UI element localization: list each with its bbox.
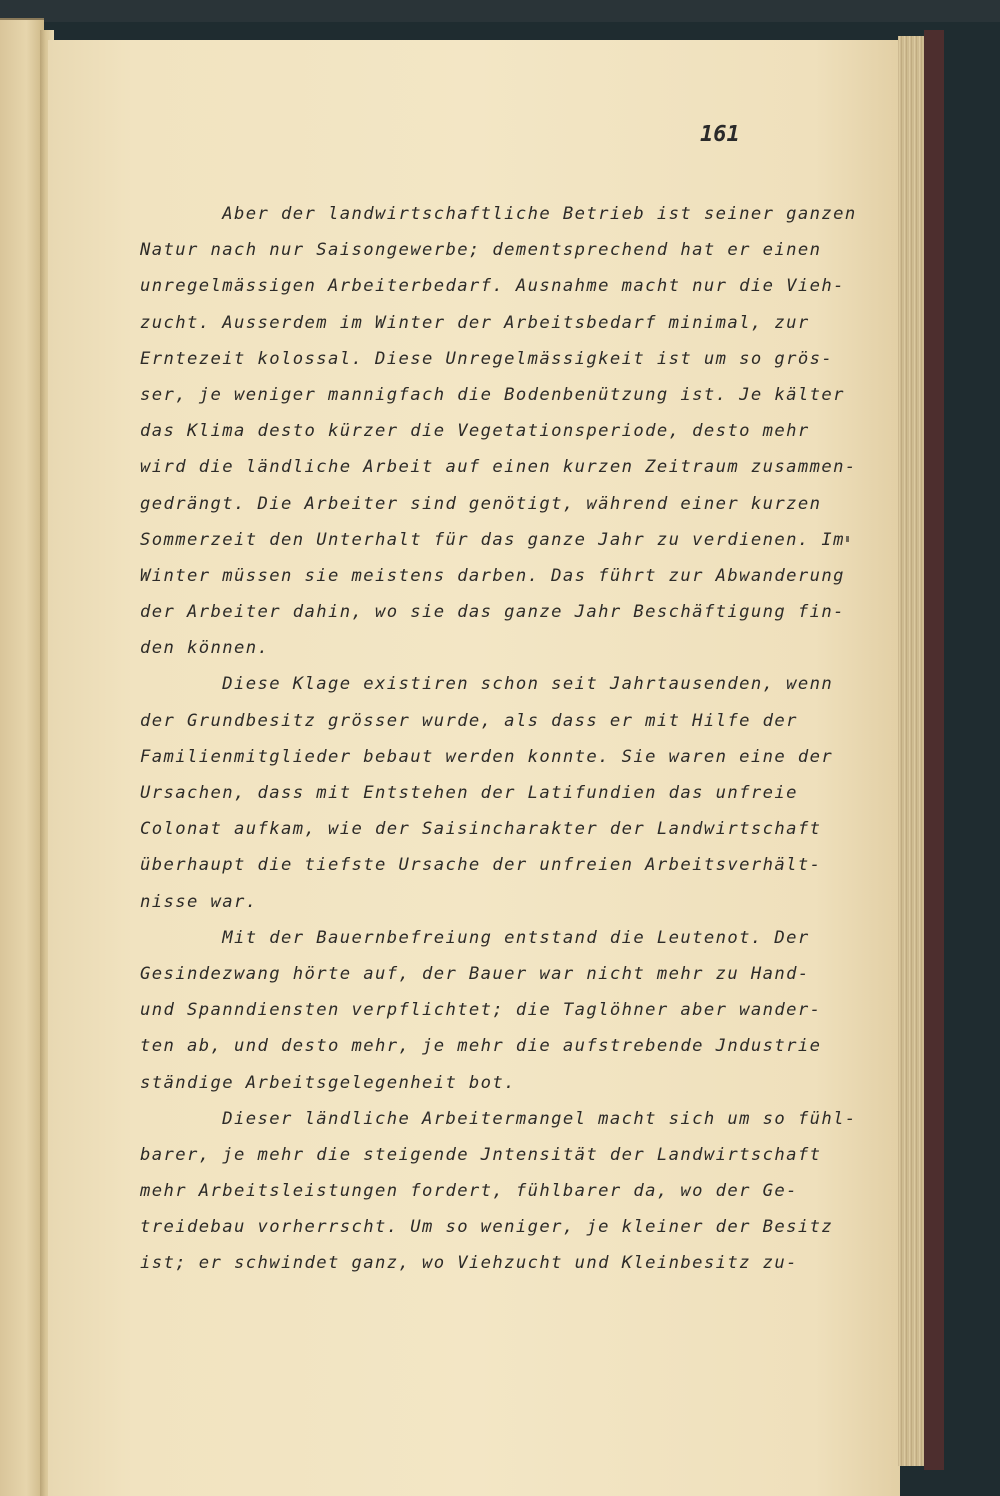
text-line: nisse war. (140, 891, 258, 912)
text-line: barer, je mehr die steigende Jntensität der Landwirtschaft (140, 1144, 822, 1165)
text-line: Ursachen, dass mit Entstehen der Latifundien das unfreie (140, 783, 798, 803)
text-line: zucht. Ausserdem im Winter der Arbeitsbedarf minimal, zur (140, 312, 810, 333)
left-page-edge (0, 18, 44, 1496)
book-cover-edge (924, 30, 944, 1470)
text-line: gedrängt. Die Arbeiter sind genötigt, während einer kurzen (140, 493, 822, 514)
text-line: das Klima desto kürzer die Vegetationsperiode, desto mehr (140, 421, 810, 442)
text-line: und Spanndiensten verpflichtet; die Taglöhner aber wander- (140, 1000, 822, 1021)
text-line: den können. (140, 638, 270, 659)
text-line: Familienmitglieder bebaut werden konnte. Sie waren eine der (140, 746, 834, 767)
text-line: Mit der Bauernbefreiung entstand die Leutenot. Der (140, 927, 810, 948)
text-line: Diese Klage existiren schon seit Jahrtausenden, wenn (140, 674, 834, 695)
text-line: treidebau vorherrscht. Um so weniger, je kleiner der Besitz (140, 1217, 834, 1238)
text-line: ist; er schwindet ganz, wo Viehzucht und Kleinbesitz zu- (140, 1253, 798, 1274)
text-line: überhaupt die tiefste Ursache der unfreien Arbeitsverhält- (140, 855, 822, 876)
text-line: wird die ländliche Arbeit auf einen kurzen Zeitraum zusammen- (140, 457, 857, 478)
page-number: 161 (700, 122, 740, 147)
text-line: Winter müssen sie meistens darben. Das führt zur Abwanderung (140, 565, 845, 586)
text-line: ständige Arbeitsgelegenheit bot. (140, 1072, 516, 1093)
text-line: Natur nach nur Saisongewerbe; dementsprechend hat er einen (140, 240, 822, 261)
text-line: Gesindezwang hörte auf, der Bauer war nicht mehr zu Hand- (140, 963, 810, 984)
text-line: ser, je weniger mannigfach die Bodenbenützung ist. Je kälter (140, 384, 845, 405)
text-line: der Grundbesitz grösser wurde, als dass er mit Hilfe der (140, 710, 798, 731)
text-line: unregelmässigen Arbeiterbedarf. Ausnahme macht nur die Vieh- (140, 276, 845, 297)
scan-top-edge (0, 0, 1000, 22)
text-line: Colonat aufkam, wie der Saisincharakter der Landwirtschaft (140, 819, 822, 840)
text-line: mehr Arbeitsleistungen fordert, fühlbarer da, wo der Ge- (140, 1181, 798, 1202)
text-line: Erntezeit kolossal. Diese Unregelmässigkeit ist um so grös- (140, 348, 834, 369)
ink-speck (846, 536, 849, 542)
text-line: der Arbeiter dahin, wo sie das ganze Jahr Beschäftigung fin- (140, 602, 845, 623)
text-line: Aber der landwirtschaftliche Betrieb ist seiner ganzen (140, 204, 857, 224)
text-line: Sommerzeit den Unterhalt für das ganze Jahr zu verdienen. Im (140, 529, 845, 550)
typescript-body (140, 196, 857, 1282)
page-stack-edge (898, 36, 927, 1466)
text-line: Dieser ländliche Arbeitermangel macht sich um so fühl- (140, 1108, 857, 1129)
text-line: ten ab, und desto mehr, je mehr die aufstrebende Jndustrie (140, 1036, 822, 1057)
